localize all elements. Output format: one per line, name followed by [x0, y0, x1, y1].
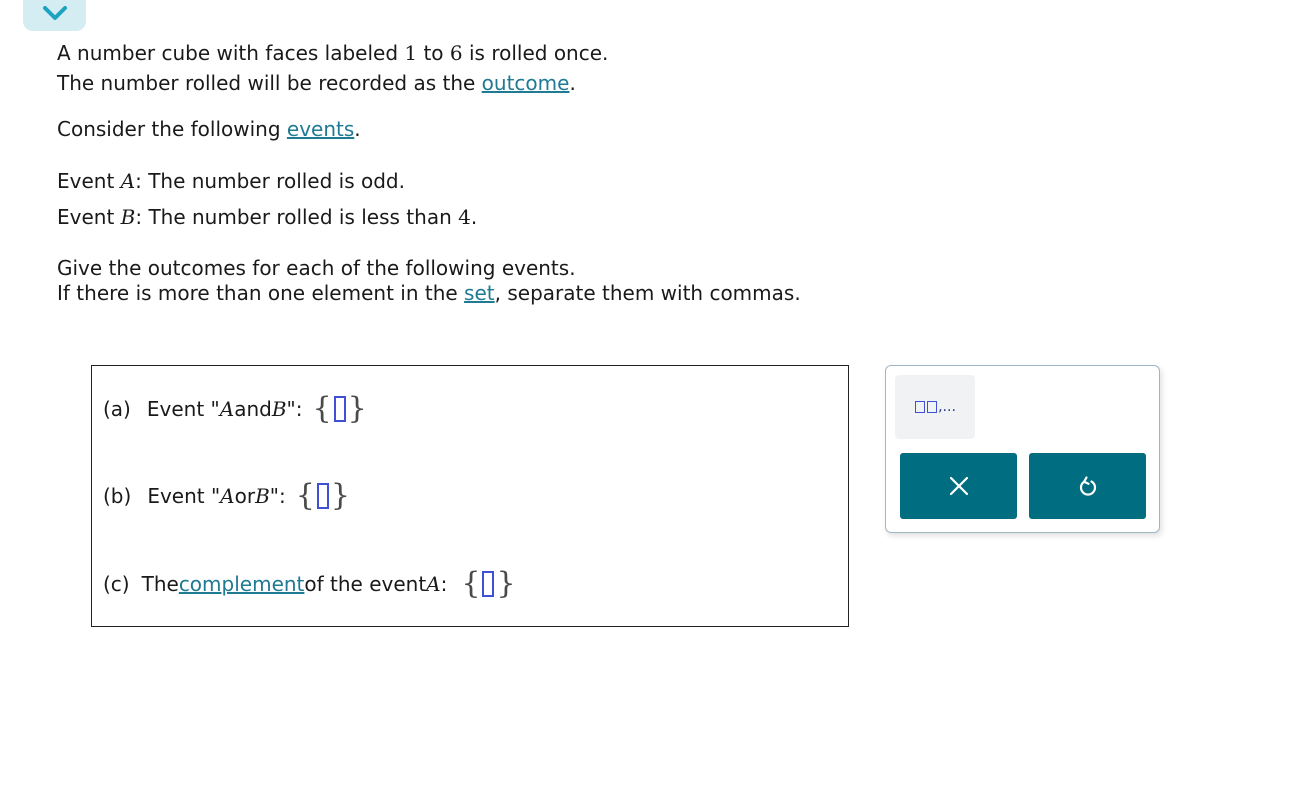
- text: is rolled once.: [462, 41, 609, 65]
- event-b-definition: [57, 204, 477, 230]
- text: Consider the following: [57, 117, 287, 141]
- answer-area: [91, 365, 849, 627]
- text: ":: [286, 397, 303, 421]
- text: : The number rolled is less than: [135, 205, 459, 229]
- open-brace: {: [312, 391, 332, 426]
- open-brace: {: [295, 478, 315, 513]
- close-brace: }: [330, 478, 350, 513]
- part-label: (c): [103, 572, 130, 596]
- text: Event: [57, 205, 121, 229]
- variable-b: B: [255, 484, 270, 508]
- answer-a-input[interactable]: [312, 391, 367, 426]
- text: The: [141, 572, 179, 596]
- text: :: [440, 572, 448, 596]
- square-icon: [927, 401, 937, 413]
- problem-line-3: [57, 116, 361, 142]
- text: .: [354, 117, 361, 141]
- part-c: [103, 566, 516, 601]
- chevron-down-icon: [42, 5, 68, 21]
- text: : The number rolled is odd.: [135, 169, 405, 193]
- text: and: [234, 397, 272, 421]
- text: The number rolled will be recorded as the: [57, 71, 482, 95]
- list-template-button[interactable]: [895, 375, 975, 439]
- text: Event ": [147, 484, 221, 508]
- close-brace: }: [347, 391, 367, 426]
- close-icon: [948, 475, 970, 497]
- text: .: [470, 205, 478, 229]
- text: ":: [269, 484, 286, 508]
- answer-c-input[interactable]: [461, 566, 516, 601]
- variable-b: B: [120, 205, 136, 229]
- part-a: [103, 391, 367, 426]
- answer-c-slot[interactable]: [482, 571, 494, 597]
- answer-a-slot[interactable]: [334, 396, 346, 422]
- close-brace: }: [496, 566, 516, 601]
- text: of the event: [304, 572, 427, 596]
- variable-a: A: [120, 169, 136, 193]
- text: Give the outcomes for each of the following events.: [57, 256, 576, 280]
- events-link[interactable]: events: [286, 117, 355, 141]
- collapse-toggle-button[interactable]: [23, 0, 86, 31]
- variable-a: A: [219, 397, 235, 421]
- clear-button[interactable]: [900, 453, 1017, 519]
- text: Event: [57, 169, 121, 193]
- open-brace: {: [461, 566, 481, 601]
- problem-line-1: [57, 40, 608, 66]
- template-label: ,...: [938, 399, 956, 415]
- number-1: 1: [404, 41, 418, 65]
- text: Event ": [146, 397, 220, 421]
- instruction-line-1: [57, 255, 576, 281]
- text: , separate them with commas.: [494, 281, 801, 305]
- instruction-line-2: [57, 280, 801, 306]
- set-link[interactable]: set: [464, 281, 495, 305]
- part-b: [103, 478, 350, 513]
- square-icon: [915, 401, 925, 413]
- text: to: [417, 41, 450, 65]
- input-palette: [885, 365, 1160, 533]
- outcome-link[interactable]: outcome: [481, 71, 570, 95]
- undo-icon: [1076, 474, 1100, 498]
- complement-link[interactable]: complement: [178, 572, 305, 596]
- number-4: 4: [458, 205, 471, 229]
- undo-button[interactable]: [1029, 453, 1146, 519]
- text: or: [234, 484, 256, 508]
- text: A number cube with faces labeled: [57, 41, 405, 65]
- variable-a: A: [220, 484, 235, 508]
- variable-a: A: [426, 572, 441, 596]
- part-label: (a): [103, 397, 131, 421]
- text: .: [569, 71, 576, 95]
- answer-b-slot[interactable]: [317, 483, 329, 509]
- answer-b-input[interactable]: [295, 478, 350, 513]
- variable-b: B: [271, 397, 287, 421]
- part-label: (b): [103, 484, 132, 508]
- event-a-definition: [57, 168, 405, 194]
- problem-line-2: [57, 70, 576, 96]
- number-6: 6: [449, 41, 463, 65]
- text: If there is more than one element in the: [57, 281, 465, 305]
